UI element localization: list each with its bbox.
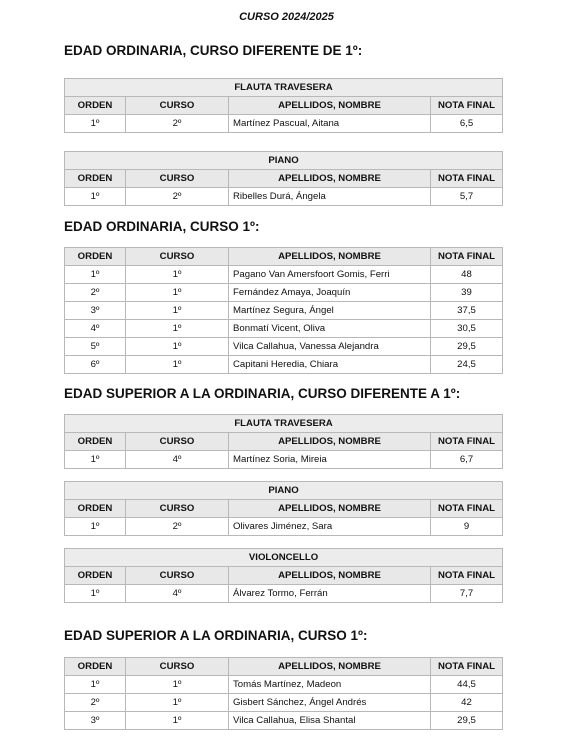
cell-curso: 1º — [126, 712, 229, 730]
cell-nota: 6,7 — [431, 451, 503, 469]
table-row — [65, 115, 503, 133]
table-row — [65, 451, 503, 469]
cell-nombre: Capitani Heredia, Chiara — [229, 356, 431, 374]
table-row — [65, 518, 503, 536]
document-title: CURSO 2024/2025 — [239, 11, 334, 23]
cell-orden: 1º — [65, 115, 126, 133]
results-table-violoncello — [64, 548, 503, 603]
cell-nombre: Tomás Martínez, Madeon — [229, 676, 431, 694]
cell-nota: 29,5 — [431, 338, 503, 356]
col-orden: ORDEN — [65, 248, 126, 266]
instrument-header: VIOLONCELLO — [65, 549, 503, 567]
cell-nota: 24,5 — [431, 356, 503, 374]
results-table-piano — [64, 481, 503, 536]
cell-nombre: Pagano Van Amersfoort Gomis, Ferri — [229, 266, 431, 284]
table-row — [65, 712, 503, 730]
col-nombre: APELLIDOS, NOMBRE — [229, 170, 431, 188]
col-curso: CURSO — [126, 248, 229, 266]
column-headers — [65, 567, 503, 585]
cell-nombre: Gisbert Sánchez, Ángel Andrés — [229, 694, 431, 712]
cell-nota: 42 — [431, 694, 503, 712]
col-orden: ORDEN — [65, 567, 126, 585]
cell-orden: 1º — [65, 266, 126, 284]
table-row — [65, 188, 503, 206]
cell-nota: 37,5 — [431, 302, 503, 320]
col-nombre: APELLIDOS, NOMBRE — [229, 567, 431, 585]
instrument-header: FLAUTA TRAVESERA — [65, 79, 503, 97]
cell-orden: 3º — [65, 302, 126, 320]
cell-nota: 29,5 — [431, 712, 503, 730]
results-table-flauta — [64, 78, 503, 133]
cell-orden: 6º — [65, 356, 126, 374]
cell-curso: 1º — [126, 284, 229, 302]
col-nota: NOTA FINAL — [431, 500, 503, 518]
cell-nota: 6,5 — [431, 115, 503, 133]
col-curso: CURSO — [126, 433, 229, 451]
cell-orden: 1º — [65, 451, 126, 469]
cell-orden: 3º — [65, 712, 126, 730]
cell-curso: 1º — [126, 356, 229, 374]
results-table-piano — [64, 151, 503, 206]
section-heading: EDAD ORDINARIA, CURSO 1º: — [64, 219, 260, 234]
cell-nota: 5,7 — [431, 188, 503, 206]
col-curso: CURSO — [126, 500, 229, 518]
col-orden: ORDEN — [65, 170, 126, 188]
col-curso: CURSO — [126, 97, 229, 115]
col-nota: NOTA FINAL — [431, 433, 503, 451]
col-nota: NOTA FINAL — [431, 658, 503, 676]
cell-orden: 1º — [65, 188, 126, 206]
section-heading: EDAD ORDINARIA, CURSO DIFERENTE DE 1º: — [64, 43, 363, 58]
col-nombre: APELLIDOS, NOMBRE — [229, 500, 431, 518]
cell-orden: 4º — [65, 320, 126, 338]
col-nota: NOTA FINAL — [431, 567, 503, 585]
cell-curso: 1º — [126, 266, 229, 284]
cell-orden: 1º — [65, 585, 126, 603]
cell-curso: 2º — [126, 518, 229, 536]
col-orden: ORDEN — [65, 500, 126, 518]
column-headers — [65, 500, 503, 518]
cell-nombre: Martínez Soria, Mireia — [229, 451, 431, 469]
table-row — [65, 694, 503, 712]
cell-curso: 1º — [126, 302, 229, 320]
cell-curso: 1º — [126, 676, 229, 694]
col-nota: NOTA FINAL — [431, 170, 503, 188]
cell-curso: 2º — [126, 115, 229, 133]
column-headers — [65, 658, 503, 676]
cell-nombre: Vilca Callahua, Elisa Shantal — [229, 712, 431, 730]
cell-nombre: Martínez Segura, Ángel — [229, 302, 431, 320]
cell-orden: 2º — [65, 284, 126, 302]
col-nombre: APELLIDOS, NOMBRE — [229, 433, 431, 451]
cell-curso: 2º — [126, 188, 229, 206]
cell-curso: 4º — [126, 451, 229, 469]
cell-curso: 1º — [126, 338, 229, 356]
col-nombre: APELLIDOS, NOMBRE — [229, 97, 431, 115]
results-table-curso1-superior — [64, 657, 503, 730]
cell-curso: 1º — [126, 320, 229, 338]
column-headers — [65, 170, 503, 188]
cell-orden: 2º — [65, 694, 126, 712]
instrument-header: PIANO — [65, 152, 503, 170]
table-row — [65, 356, 503, 374]
table-row — [65, 284, 503, 302]
cell-orden: 1º — [65, 676, 126, 694]
instrument-header: FLAUTA TRAVESERA — [65, 415, 503, 433]
cell-curso: 1º — [126, 694, 229, 712]
col-orden: ORDEN — [65, 658, 126, 676]
cell-nombre: Olivares Jiménez, Sara — [229, 518, 431, 536]
col-nombre: APELLIDOS, NOMBRE — [229, 248, 431, 266]
cell-orden: 1º — [65, 518, 126, 536]
table-row — [65, 585, 503, 603]
table-row — [65, 320, 503, 338]
cell-nombre: Ribelles Durá, Ángela — [229, 188, 431, 206]
col-curso: CURSO — [126, 658, 229, 676]
cell-nota: 7,7 — [431, 585, 503, 603]
cell-nota: 44,5 — [431, 676, 503, 694]
cell-nombre: Martínez Pascual, Aitana — [229, 115, 431, 133]
cell-curso: 4º — [126, 585, 229, 603]
table-row — [65, 266, 503, 284]
table-row — [65, 302, 503, 320]
cell-nombre: Vilca Callahua, Vanessa Alejandra — [229, 338, 431, 356]
cell-nombre: Fernández Amaya, Joaquín — [229, 284, 431, 302]
table-row — [65, 676, 503, 694]
section-heading: EDAD SUPERIOR A LA ORDINARIA, CURSO DIFERENTE A 1º: — [64, 386, 461, 401]
col-orden: ORDEN — [65, 97, 126, 115]
cell-nombre: Bonmatí Vicent, Oliva — [229, 320, 431, 338]
col-nota: NOTA FINAL — [431, 97, 503, 115]
col-nombre: APELLIDOS, NOMBRE — [229, 658, 431, 676]
table-row — [65, 338, 503, 356]
column-headers — [65, 97, 503, 115]
col-nota: NOTA FINAL — [431, 248, 503, 266]
section-heading: EDAD SUPERIOR A LA ORDINARIA, CURSO 1º: — [64, 628, 368, 643]
cell-nota: 39 — [431, 284, 503, 302]
cell-nota: 9 — [431, 518, 503, 536]
cell-nombre: Álvarez Tormo, Ferrán — [229, 585, 431, 603]
cell-nota: 30,5 — [431, 320, 503, 338]
column-headers — [65, 248, 503, 266]
column-headers — [65, 433, 503, 451]
col-curso: CURSO — [126, 567, 229, 585]
results-table-flauta — [64, 414, 503, 469]
col-orden: ORDEN — [65, 433, 126, 451]
cell-nota: 48 — [431, 266, 503, 284]
col-curso: CURSO — [126, 170, 229, 188]
results-table-curso1 — [64, 247, 503, 374]
cell-orden: 5º — [65, 338, 126, 356]
instrument-header: PIANO — [65, 482, 503, 500]
